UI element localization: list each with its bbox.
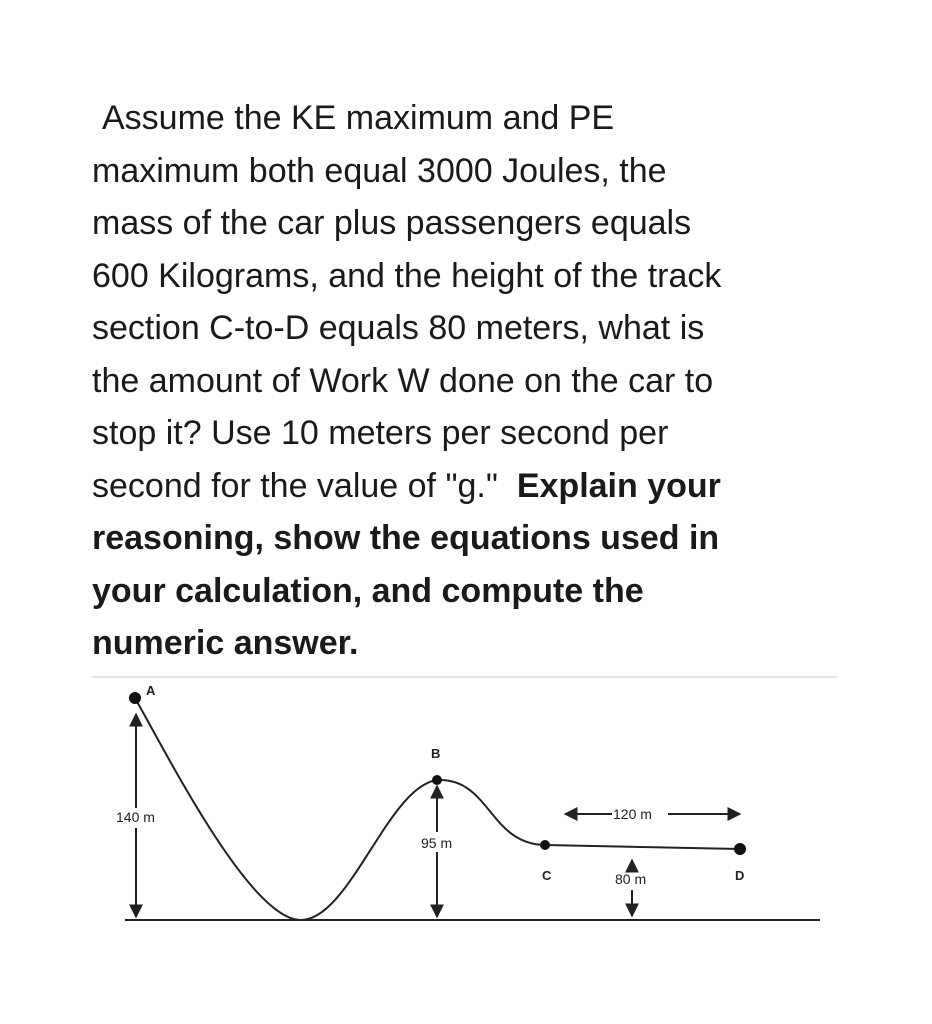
question-line-plain-part: second for the value of "g." (92, 466, 517, 505)
question-bold-line: your calculation, and compute the (92, 571, 644, 610)
point-a-label: A (146, 683, 156, 698)
point-a-dot (129, 692, 141, 704)
question-line: the amount of Work W done on the car to (92, 361, 714, 400)
question-line: section C-to-D equals 80 meters, what is (92, 309, 705, 347)
point-b-label: B (431, 746, 441, 761)
question-line: stop it? Use 10 meters per second per (92, 414, 669, 452)
point-d-dot (734, 843, 746, 855)
question-line: Assume the KE maximum and PE (102, 99, 615, 137)
question-bold-line: numeric answer. (92, 624, 359, 662)
length-cd-label: 120 m (613, 806, 652, 822)
point-c-label: C (542, 868, 552, 883)
question-line: mass of the car plus passengers equals (92, 204, 692, 242)
height-b-label: 95 m (421, 835, 453, 851)
question-bold-line: reasoning, show the equations used in (92, 519, 720, 557)
question-line: 600 Kilograms, and the height of the track (92, 256, 722, 295)
height-cd-label: 80 m (615, 871, 647, 887)
point-b-dot (432, 775, 442, 785)
point-c-dot (540, 840, 550, 850)
height-a-label: 140 m (116, 809, 155, 825)
point-d-label: D (735, 868, 745, 883)
question-line-bold-part: Explain your (516, 466, 721, 505)
question-line: maximum both equal 3000 Joules, the (92, 151, 667, 190)
